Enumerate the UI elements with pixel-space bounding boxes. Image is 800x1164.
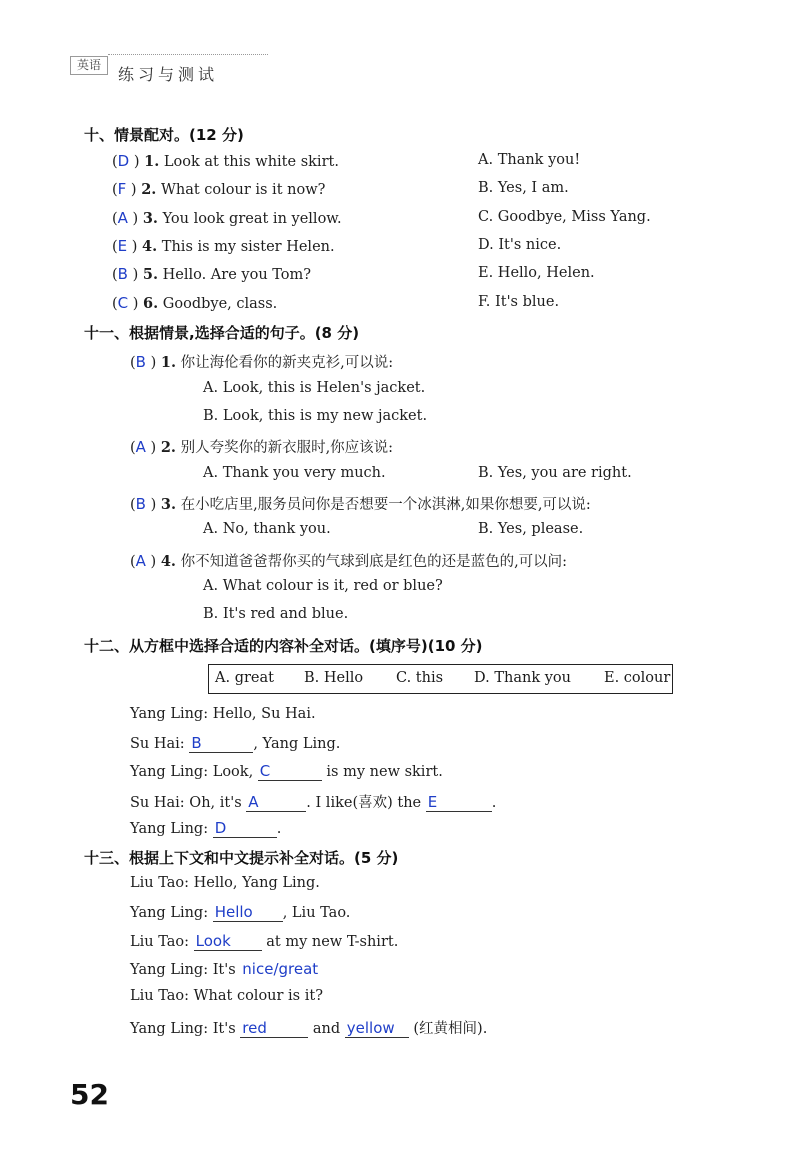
section-13-title: 十三、根据上下文和中文提示补全对话。(5 分) <box>84 849 399 867</box>
word-box-item: D. Thank you <box>474 670 571 686</box>
s10-item-5: (B ) 5. Hello. Are you Tom? <box>112 265 312 283</box>
s13-line-5: Liu Tao: What colour is it? <box>130 988 323 1004</box>
s13-line-3: Liu Tao: Look at my new T-shirt. <box>130 932 399 950</box>
s11-item-4-option-a: A. What colour is it, red or blue? <box>203 578 443 594</box>
s11-item-3-option-a: A. No, thank you. <box>203 521 331 537</box>
answer: A <box>135 552 146 570</box>
s10-item-2: (F ) 2. What colour is it now? <box>112 180 326 198</box>
fill-blank: red <box>240 1019 308 1038</box>
answer: B <box>135 353 146 371</box>
answer: B <box>117 265 128 283</box>
s13-line-2: Yang Ling: Hello , Liu Tao. <box>130 903 351 921</box>
s10-option-c: C. Goodbye, Miss Yang. <box>478 209 651 225</box>
s10-option-a: A. Thank you! <box>478 152 581 168</box>
s11-item-2-option-a: A. Thank you very much. <box>203 465 386 481</box>
s13-line-6: Yang Ling: It's red and yellow (红黄相间). <box>130 1019 488 1037</box>
s12-line-4: Su Hai: Oh, it's A . I like(喜欢) the E . <box>130 793 497 811</box>
s11-item-4-option-b: B. It's red and blue. <box>203 606 349 622</box>
s10-option-d: D. It's nice. <box>478 237 562 253</box>
s11-item-4: (A ) 4. 你不知道爸爸帮你买的气球到底是红色的还是蓝色的,可以问: <box>130 552 568 570</box>
s10-option-e: E. Hello, Helen. <box>478 265 595 281</box>
s10-item-3: (A ) 3. You look great in yellow. <box>112 209 342 227</box>
answer: B <box>135 495 146 513</box>
section-10-title: 十、情景配对。(12 分) <box>84 126 244 144</box>
section-11-title: 十一、根据情景,选择合适的句子。(8 分) <box>84 324 360 342</box>
s12-line-3: Yang Ling: Look, C is my new skirt. <box>130 762 443 780</box>
s10-option-b: B. Yes, I am. <box>478 180 569 196</box>
word-box-item: A. great <box>215 670 274 686</box>
answer: A <box>135 438 146 456</box>
s11-item-3: (B ) 3. 在小吃店里,服务员问你是否想要一个冰淇淋,如果你想要,可以说: <box>130 495 591 513</box>
fill-blank: A <box>246 793 306 812</box>
s11-item-2: (A ) 2. 别人夸奖你的新衣服时,你应该说: <box>130 438 394 456</box>
fill-blank: B <box>189 734 253 753</box>
section-12-title: 十二、从方框中选择合适的内容补全对话。(填序号)(10 分) <box>84 637 483 655</box>
s10-item-1: (D ) 1. Look at this white skirt. <box>112 152 339 170</box>
fill-blank: C <box>258 762 322 781</box>
fill-blank: Hello <box>213 903 283 922</box>
answer: A <box>117 209 128 227</box>
word-box-item: E. colour <box>604 670 671 686</box>
answer: C <box>117 294 129 312</box>
word-box-item: B. Hello <box>304 670 364 686</box>
s11-item-1: (B ) 1. 你让海伦看你的新夹克衫,可以说: <box>130 353 394 371</box>
word-box <box>208 664 673 694</box>
header-divider <box>108 54 268 55</box>
s11-item-3-option-b: B. Yes, please. <box>478 521 584 537</box>
word-box-item: C. this <box>396 670 444 686</box>
s12-line-5: Yang Ling: D . <box>130 819 282 837</box>
page-number: 52 <box>70 1078 109 1111</box>
s11-item-1-option-a: A. Look, this is Helen's jacket. <box>203 380 426 396</box>
answer: F <box>117 180 127 198</box>
answer: D <box>117 152 130 170</box>
s12-line-2: Su Hai: B , Yang Ling. <box>130 734 341 752</box>
answer: E <box>117 237 128 255</box>
fill-blank: nice/great <box>242 960 319 978</box>
fill-blank: Look <box>194 932 262 951</box>
s12-line-1: Yang Ling: Hello, Su Hai. <box>130 706 316 722</box>
fill-blank: D <box>213 819 277 838</box>
s10-option-f: F. It's blue. <box>478 294 560 310</box>
fill-blank: yellow <box>345 1019 409 1038</box>
s10-item-6: (C ) 6. Goodbye, class. <box>112 294 278 312</box>
subject-tag: 英语 <box>70 56 108 75</box>
page-header <box>70 52 235 84</box>
s13-line-1: Liu Tao: Hello, Yang Ling. <box>130 875 320 891</box>
book-title: 练习与测试 <box>118 65 219 84</box>
s11-item-1-option-b: B. Look, this is my new jacket. <box>203 408 428 424</box>
s13-line-4: Yang Ling: It's nice/great <box>130 960 322 979</box>
s11-item-2-option-b: B. Yes, you are right. <box>478 465 632 481</box>
s10-item-4: (E ) 4. This is my sister Helen. <box>112 237 335 255</box>
fill-blank: E <box>426 793 492 812</box>
